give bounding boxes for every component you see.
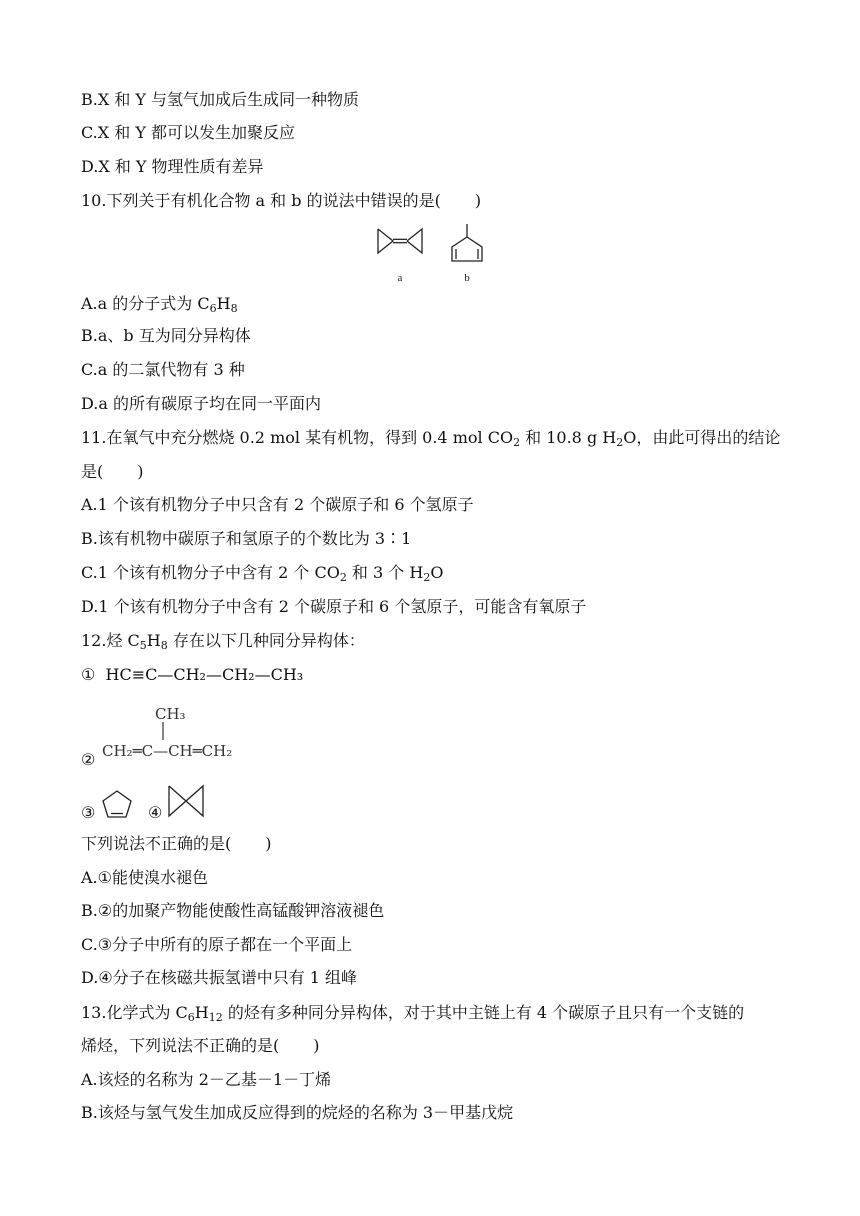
- q12-isomer-2-chain: CH₂═C—CH═CH₂: [102, 742, 233, 760]
- q11-option-d: D.1 个该有机物分子中含有 2 个碳原子和 6 个氢原子，可能含有氧原子: [81, 597, 587, 616]
- q9-option-d: D.X 和 Y 物理性质有差异: [81, 157, 264, 176]
- q12-isomer-3-number: ③: [81, 803, 96, 822]
- q12-isomer-2-bond: [158, 722, 168, 742]
- q12-isomer-4-number: ④: [148, 803, 163, 822]
- q11-option-a: A.1 个该有机物分子中只含有 2 个碳原子和 6 个氢原子: [81, 495, 474, 514]
- q13-option-a: A.该烃的名称为 2－乙基－1－丁烯: [81, 1070, 332, 1089]
- q12-isomer-2-number: ②: [81, 750, 96, 769]
- q10-structures-figure: [370, 220, 500, 288]
- q12-option-b: B.②的加聚产物能使酸性高锰酸钾溶液褪色: [81, 901, 385, 920]
- molecule-b-diagram: [452, 224, 482, 261]
- q12-option-c: C.③分子中所有的原子都在一个平面上: [81, 935, 353, 954]
- q13-option-b: B.该烃与氢气发生加成反应得到的烷烃的名称为 3－甲基戊烷: [81, 1103, 514, 1122]
- q11-option-b: B.该有机物中碳原子和氢原子的个数比为 3∶1: [81, 529, 412, 548]
- q12-isomer-3-cyclopentene-icon: [100, 788, 134, 820]
- q10-option-d: D.a 的所有碳原子均在同一平面内: [81, 394, 321, 413]
- q10-stem: 10.下列关于有机化合物 a 和 b 的说法中错误的是( ): [81, 191, 482, 210]
- q11-stem: 11.在氧气中充分燃烧 0.2 mol 某有机物，得到 0.4 mol $CO_2$ 和 10.8 g $H_2O$，由此可得出的结论: [81, 428, 781, 449]
- q10-option-c: C.a 的二氯代物有 3 种: [81, 360, 245, 379]
- q10-option-b: B.a、b 互为同分异构体: [81, 326, 251, 345]
- q10-option-a: A.a 的分子式为 $C_6H_8$: [81, 294, 238, 315]
- q12-isomer-1: ① HC≡C—CH₂—CH₂—CH₃: [81, 665, 304, 684]
- q12-option-a: A.①能使溴水褪色: [81, 868, 208, 887]
- q12-isomer-4-spiropentane-icon: [166, 783, 206, 819]
- q9-option-b: B.X 和 Y 与氢气加成后生成同一种物质: [81, 90, 360, 109]
- q12-stem: 12.烃 $C_5H_8$ 存在以下几种同分异构体：: [81, 631, 365, 652]
- q11-option-c: C.1 个该有机物分子中含有 2 个 $CO_2$ 和 3 个 $H_2O$: [81, 563, 444, 584]
- label-b: b: [464, 272, 470, 284]
- q11-stem-line2: 是( ): [81, 462, 144, 481]
- q9-option-c: C.X 和 Y 都可以发生加聚反应: [81, 123, 295, 142]
- q12-option-d: D.④分子在核磁共振氢谱中只有 1 组峰: [81, 968, 358, 987]
- q13-stem-line2: 烯烃，下列说法不正确的是( ): [81, 1036, 320, 1055]
- q12-isomer-2-methyl: CH₃: [155, 705, 186, 723]
- q12-question: 下列说法不正确的是( ): [81, 834, 272, 853]
- q13-stem: 13.化学式为 $C_6H_{12}$ 的烃有多种同分异构体，对于其中主链上有 4 个碳原子且只有一个支链的: [81, 1003, 745, 1024]
- label-a: a: [397, 272, 403, 284]
- molecule-a-diagram: [378, 229, 422, 253]
